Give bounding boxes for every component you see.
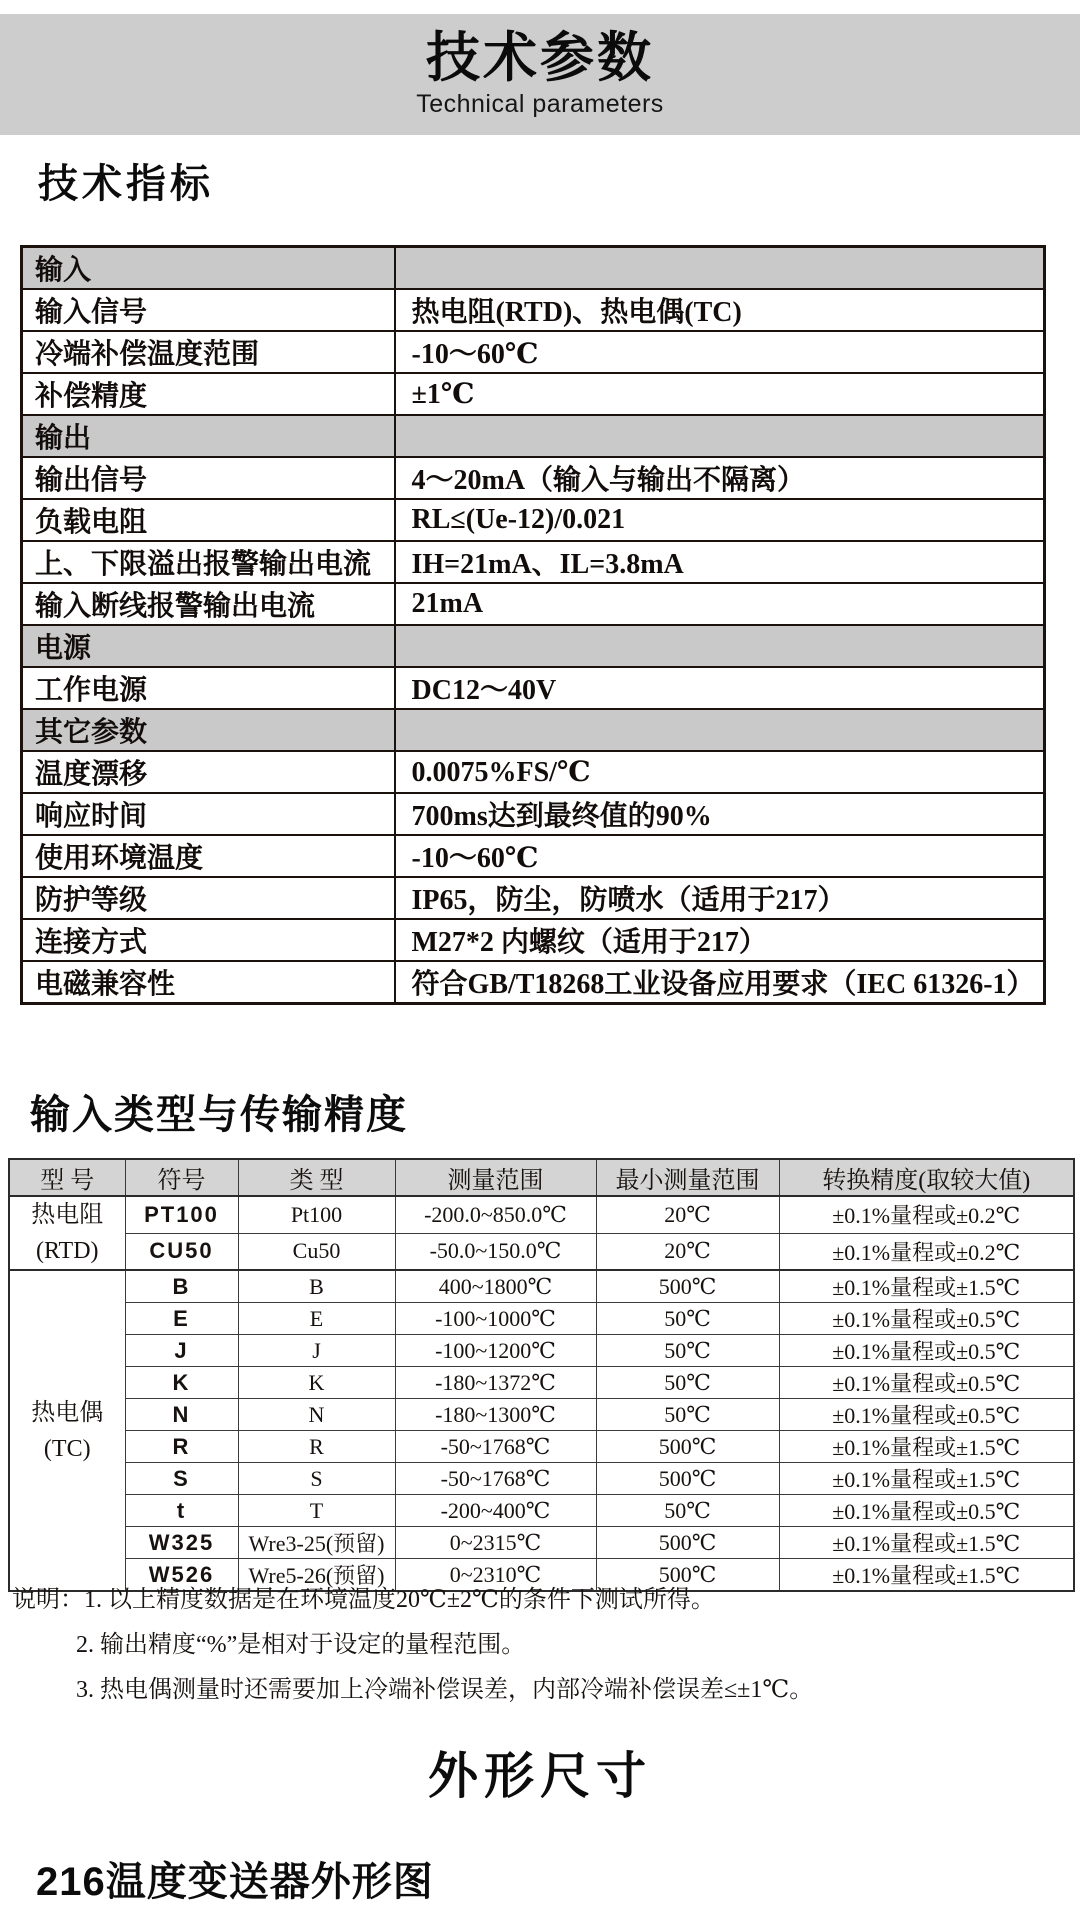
spec-label: 输入信号 [22,289,395,331]
spec-value: M27*2 内螺纹（适用于217） [395,919,1045,961]
input-table-body [9,1196,1074,1591]
input-group-label [9,1196,125,1270]
note-text: 1. 以上精度数据是在环境温度20℃±2℃的条件下测试所得。 [84,1587,715,1613]
symbol-cell: W325 [125,1527,238,1559]
spec-value: IP65，防尘，防喷水（适用于217） [395,877,1045,919]
accuracy-cell: ±0.1%量程或±0.2℃ [779,1196,1074,1233]
min-range-cell: 50℃ [596,1399,779,1431]
input-table-header-cell: 型 号 [9,1159,125,1196]
min-range-cell: 50℃ [596,1303,779,1335]
spec-section-row [22,247,1045,290]
symbol-cell: S [125,1463,238,1495]
spec-value: 700ms达到最终值的90% [395,793,1045,835]
spec-row [22,541,1045,583]
input-type-table [8,1158,1075,1592]
spec-row [22,583,1045,625]
spec-value: 4～20mA（输入与输出不隔离） [395,457,1045,499]
spec-section-label: 输入 [22,247,395,290]
accuracy-cell: ±0.1%量程或±0.2℃ [779,1233,1074,1270]
spec-row [22,877,1045,919]
min-range-cell: 20℃ [596,1196,779,1233]
min-range-cell: 20℃ [596,1233,779,1270]
spec-row [22,373,1045,415]
spec-label: 补偿精度 [22,373,395,415]
input-table-row [9,1527,1074,1559]
note-text: 3. 热电偶测量时还需要加上冷端补偿误差，内部冷端补偿误差≤±1℃。 [76,1677,814,1703]
spec-value: DC12～40V [395,667,1045,709]
symbol-cell: W526 [125,1559,238,1592]
input-table-header-cell: 测量范围 [395,1159,596,1196]
heading-dimensions: 外形尺寸 [428,1748,652,1804]
range-cell: 0~2315℃ [395,1527,596,1559]
type-cell: N [238,1399,395,1431]
spec-row [22,331,1045,373]
symbol-cell: K [125,1367,238,1399]
range-cell: -100~1000℃ [395,1303,596,1335]
spec-table-body [22,247,1045,1004]
input-table-header-cell: 符号 [125,1159,238,1196]
input-table-row [9,1233,1074,1270]
spec-value: 21mA [395,583,1045,625]
spec-section-row [22,709,1045,751]
type-cell: E [238,1303,395,1335]
type-cell: Wre3-25(预留) [238,1527,395,1559]
spec-label: 电磁兼容性 [22,961,395,1004]
input-table-header-row [9,1159,1074,1196]
symbol-cell: t [125,1495,238,1527]
range-cell: -50~1768℃ [395,1431,596,1463]
range-cell: 0~2310℃ [395,1559,596,1592]
spec-table [20,245,1046,1005]
accuracy-cell: ±0.1%量程或±0.5℃ [779,1335,1074,1367]
spec-value: -10～60℃ [395,331,1045,373]
accuracy-cell: ±0.1%量程或±0.5℃ [779,1399,1074,1431]
note-text: 2. 输出精度“%”是相对于设定的量程范围。 [76,1632,526,1658]
spec-value: 热电阻(RTD)、热电偶(TC) [395,289,1045,331]
accuracy-cell: ±0.1%量程或±1.5℃ [779,1463,1074,1495]
input-group-label [9,1270,125,1591]
page-title: 技术参数 [426,28,654,89]
range-cell: -100~1200℃ [395,1335,596,1367]
input-table-row [9,1335,1074,1367]
input-group-label-line: 热电阻 [31,1202,104,1228]
note-line [12,1578,1062,1623]
min-range-cell: 500℃ [596,1431,779,1463]
spec-section-empty [395,625,1045,667]
spec-label: 上、下限溢出报警输出电流 [22,541,395,583]
spec-value: 符合GB/T18268工业设备应用要求（IEC 61326-1） [395,961,1045,1004]
spec-section-label: 输出 [22,415,395,457]
range-cell: 400~1800℃ [395,1270,596,1303]
spec-section-row [22,625,1045,667]
note-lead: 说明： [12,1587,84,1613]
accuracy-cell: ±0.1%量程或±1.5℃ [779,1527,1074,1559]
symbol-cell: R [125,1431,238,1463]
min-range-cell: 500℃ [596,1527,779,1559]
spec-row [22,793,1045,835]
input-table-row [9,1463,1074,1495]
note-line [12,1668,1062,1713]
accuracy-cell: ±0.1%量程或±0.5℃ [779,1495,1074,1527]
input-group-label-line: (TC) [43,1435,91,1462]
spec-value: 0.0075%FS/℃ [395,751,1045,793]
min-range-cell: 50℃ [596,1335,779,1367]
heading-216-outline: 216温度变送器外形图 [36,1860,434,1904]
symbol-cell: E [125,1303,238,1335]
spec-section-empty [395,709,1045,751]
spec-label: 冷端补偿温度范围 [22,331,395,373]
spec-label: 防护等级 [22,877,395,919]
input-table-row [9,1495,1074,1527]
spec-value: ±1℃ [395,373,1045,415]
spec-label: 负载电阻 [22,499,395,541]
type-cell: T [238,1495,395,1527]
range-cell: -180~1372℃ [395,1367,596,1399]
min-range-cell: 500℃ [596,1270,779,1303]
spec-label: 连接方式 [22,919,395,961]
range-cell: -50~1768℃ [395,1463,596,1495]
spec-value: -10～60℃ [395,835,1045,877]
spec-row [22,667,1045,709]
accuracy-cell: ±0.1%量程或±0.5℃ [779,1303,1074,1335]
spec-row [22,835,1045,877]
input-table-row [9,1431,1074,1463]
spec-row [22,457,1045,499]
accuracy-cell: ±0.1%量程或±1.5℃ [779,1559,1074,1592]
spec-row [22,289,1045,331]
input-table-row [9,1303,1074,1335]
symbol-cell: J [125,1335,238,1367]
min-range-cell: 500℃ [596,1463,779,1495]
accuracy-cell: ±0.1%量程或±1.5℃ [779,1270,1074,1303]
heading-tech-indicators: 技术指标 [38,162,214,206]
type-cell: R [238,1431,395,1463]
spec-row [22,961,1045,1004]
spec-label: 使用环境温度 [22,835,395,877]
range-cell: -200~400℃ [395,1495,596,1527]
type-cell: Pt100 [238,1196,395,1233]
page-subtitle: Technical parameters [416,89,664,118]
section-banner [0,14,1080,135]
heading-input-types: 输入类型与传输精度 [30,1093,408,1137]
symbol-cell: B [125,1270,238,1303]
spec-section-empty [395,415,1045,457]
range-cell: -50.0~150.0℃ [395,1233,596,1270]
spec-row [22,919,1045,961]
accuracy-cell: ±0.1%量程或±1.5℃ [779,1431,1074,1463]
min-range-cell: 50℃ [596,1495,779,1527]
input-group-label-line: 热电偶 [31,1399,104,1426]
input-table-header-cell: 类 型 [238,1159,395,1196]
spec-label: 输入断线报警输出电流 [22,583,395,625]
type-cell: Wre5-26(预留) [238,1559,395,1592]
spec-label: 输出信号 [22,457,395,499]
spec-row [22,751,1045,793]
min-range-cell: 500℃ [596,1559,779,1592]
spec-section-label: 电源 [22,625,395,667]
notes-block [12,1578,1062,1713]
type-cell: S [238,1463,395,1495]
symbol-cell: PT100 [125,1196,238,1233]
accuracy-cell: ±0.1%量程或±0.5℃ [779,1367,1074,1399]
spec-section-row [22,415,1045,457]
type-cell: Cu50 [238,1233,395,1270]
spec-value: RL≤(Ue-12)/0.021 [395,499,1045,541]
note-line [12,1623,1062,1668]
spec-section-empty [395,247,1045,290]
type-cell: K [238,1367,395,1399]
type-cell: J [238,1335,395,1367]
input-table-head [9,1159,1074,1196]
input-table-row [9,1367,1074,1399]
spec-value: IH=21mA、IL=3.8mA [395,541,1045,583]
symbol-cell: CU50 [125,1233,238,1270]
spec-section-label: 其它参数 [22,709,395,751]
input-table-header-cell: 最小测量范围 [596,1159,779,1196]
input-table-header-cell: 转换精度(取较大值) [779,1159,1074,1196]
spec-label: 响应时间 [22,793,395,835]
input-table-row [9,1270,1074,1303]
input-table-row [9,1196,1074,1233]
type-cell: B [238,1270,395,1303]
spec-label: 工作电源 [22,667,395,709]
input-group-label-line: (RTD) [35,1238,99,1264]
spec-label: 温度漂移 [22,751,395,793]
spec-row [22,499,1045,541]
min-range-cell: 50℃ [596,1367,779,1399]
symbol-cell: N [125,1399,238,1431]
range-cell: -200.0~850.0℃ [395,1196,596,1233]
range-cell: -180~1300℃ [395,1399,596,1431]
input-table-row [9,1399,1074,1431]
